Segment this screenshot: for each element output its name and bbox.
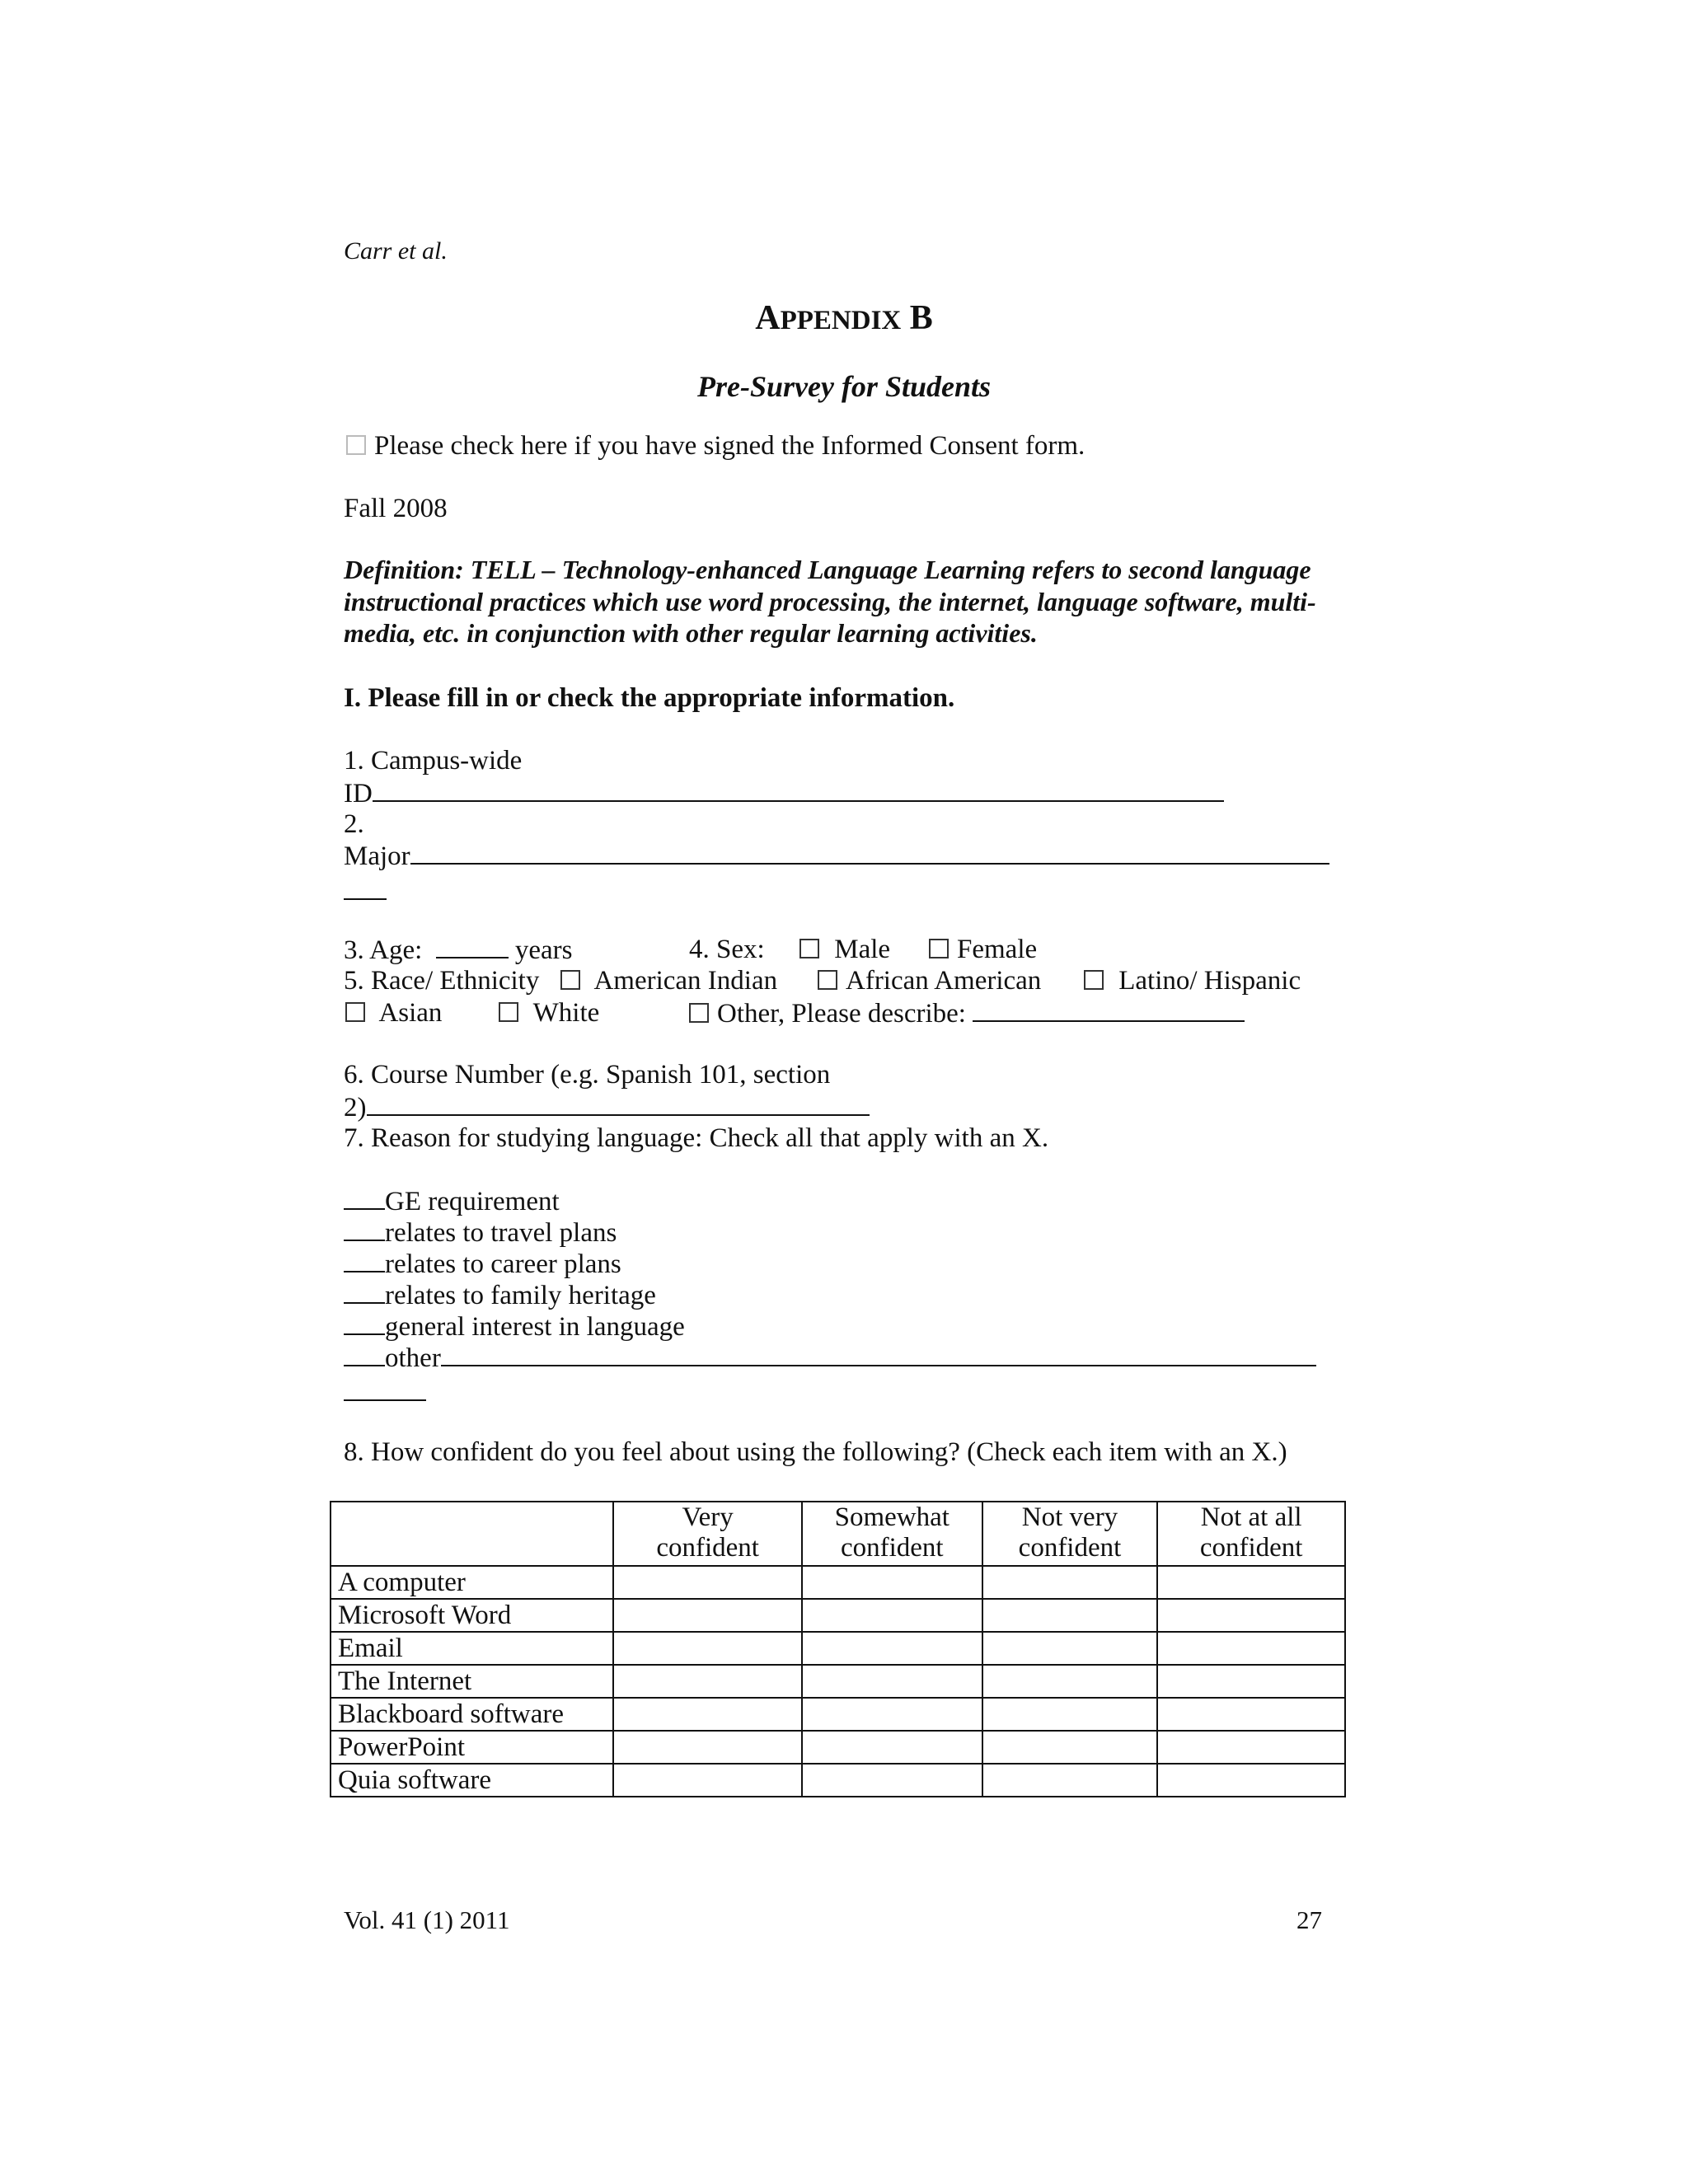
rating-cell[interactable]: [1157, 1698, 1345, 1731]
rating-cell[interactable]: [613, 1698, 802, 1731]
reason-item-other: [344, 1342, 1316, 1375]
table-row: [331, 1665, 1345, 1698]
definition-paragraph: Definition: TELL – Technology-enhanced Language Learning refers to second language instructional practices which use word processing, the internet, language software, multi-media, etc. in conjunction with other regular learning activities.: [344, 555, 1316, 648]
rating-cell[interactable]: [613, 1731, 802, 1764]
footer-volume: Vol. 41 (1) 2011: [344, 1905, 510, 1934]
rating-cell[interactable]: [613, 1566, 802, 1599]
reason-blank[interactable]: [344, 1310, 385, 1335]
section-heading: I. Please fill in or check the appropriate information.: [344, 683, 955, 713]
rating-cell[interactable]: [802, 1764, 982, 1797]
page-number: 27: [1296, 1905, 1322, 1934]
q2-major-row: [344, 840, 1329, 873]
rating-cell[interactable]: [802, 1632, 982, 1665]
table-row: [331, 1599, 1345, 1632]
race-option-white[interactable]: [499, 997, 599, 1029]
term-label: Fall 2008: [344, 494, 448, 523]
male-checkbox[interactable]: [799, 939, 819, 958]
consent-label: Please check here if you have signed the Informed Consent form.: [374, 431, 1085, 461]
table-row: [331, 1698, 1345, 1731]
race-option-asian[interactable]: [345, 997, 442, 1029]
rating-cell[interactable]: [802, 1566, 982, 1599]
reason-item: [344, 1216, 617, 1249]
other-reason-field[interactable]: [441, 1342, 1316, 1366]
rating-cell[interactable]: [1157, 1764, 1345, 1797]
rating-cell[interactable]: [613, 1665, 802, 1698]
rating-cell[interactable]: [802, 1665, 982, 1698]
row-label: Blackboard software: [331, 1698, 613, 1731]
rating-cell[interactable]: [802, 1731, 982, 1764]
rating-cell[interactable]: [982, 1731, 1158, 1764]
title-rest: PPENDIX: [780, 306, 902, 335]
reason-blank[interactable]: [344, 1185, 385, 1210]
table-row: [331, 1632, 1345, 1665]
asian-label: Asian: [378, 998, 443, 1028]
rating-cell[interactable]: [802, 1599, 982, 1632]
major-field-continuation[interactable]: [344, 898, 387, 900]
table-row: [331, 1764, 1345, 1797]
rating-cell[interactable]: [982, 1665, 1158, 1698]
reason-blank[interactable]: [344, 1216, 385, 1241]
q6-row: [344, 1091, 870, 1124]
asian-checkbox[interactable]: [345, 1002, 365, 1022]
rating-cell[interactable]: [982, 1632, 1158, 1665]
column-header-somewhat-confident: Somewhat confident: [802, 1502, 982, 1566]
reason-blank[interactable]: [344, 1279, 385, 1304]
major-field[interactable]: [410, 840, 1329, 865]
q2-number: 2.: [344, 809, 364, 839]
row-label: Quia software: [331, 1764, 613, 1797]
rating-cell[interactable]: [613, 1599, 802, 1632]
appendix-title: [0, 298, 1688, 338]
table-row: [331, 1731, 1345, 1764]
running-head: Carr et al.: [344, 237, 448, 265]
reason-item: [344, 1310, 685, 1343]
reason-label: GE requirement: [385, 1187, 560, 1216]
q8-question: 8. How confident do you feel about using the following? (Check each item with an X.): [344, 1437, 1287, 1467]
other-race-label: Other, Please describe:: [717, 999, 966, 1029]
q5-label: 5. Race/ Ethnicity: [344, 966, 540, 996]
reason-label: relates to career plans: [385, 1249, 621, 1279]
rating-cell[interactable]: [982, 1566, 1158, 1599]
rating-cell[interactable]: [1157, 1566, 1345, 1599]
row-label: The Internet: [331, 1665, 613, 1698]
male-label: Male: [834, 935, 891, 964]
white-label: White: [532, 998, 600, 1028]
q1-id-row: [344, 777, 1224, 810]
survey-subtitle: Pre-Survey for Students: [696, 370, 991, 403]
white-checkbox[interactable]: [499, 1002, 518, 1022]
confidence-table: [330, 1501, 1346, 1797]
q4-label: 4. Sex:: [689, 935, 765, 964]
column-header-very-confident: Very confident: [613, 1502, 802, 1566]
rating-cell[interactable]: [982, 1698, 1158, 1731]
course-number-field[interactable]: [367, 1091, 870, 1116]
american-indian-checkbox[interactable]: [560, 970, 580, 990]
latino-label: Latino/ Hispanic: [1118, 966, 1301, 996]
sex-option-female[interactable]: [929, 934, 1037, 966]
reason-blank[interactable]: [344, 1342, 385, 1366]
row-label: A computer: [331, 1566, 613, 1599]
table-row: [331, 1566, 1345, 1599]
table-corner-cell: [331, 1502, 613, 1566]
column-header-not-very-confident: Not very confident: [982, 1502, 1158, 1566]
rating-cell[interactable]: [1157, 1731, 1345, 1764]
rating-cell[interactable]: [1157, 1665, 1345, 1698]
race-option-american-indian[interactable]: [560, 965, 777, 997]
rating-cell[interactable]: [982, 1599, 1158, 1632]
rating-cell[interactable]: [613, 1764, 802, 1797]
rating-cell[interactable]: [1157, 1632, 1345, 1665]
q3-label: 3. Age:: [344, 935, 423, 965]
sex-option-male[interactable]: [799, 934, 890, 966]
reason-item: [344, 1248, 621, 1281]
other-race-checkbox[interactable]: [689, 1003, 709, 1023]
row-label: Email: [331, 1632, 613, 1665]
rating-cell[interactable]: [982, 1764, 1158, 1797]
age-field[interactable]: [436, 934, 509, 958]
consent-checkbox[interactable]: [346, 435, 366, 455]
other-reason-continuation[interactable]: [344, 1399, 426, 1401]
reason-label: general interest in language: [385, 1312, 685, 1342]
african-american-label: African American: [846, 966, 1042, 996]
q1-id-label: ID: [344, 779, 373, 808]
q3-unit: years: [514, 935, 573, 965]
rating-cell[interactable]: [1157, 1599, 1345, 1632]
q6-section-label: 2): [344, 1093, 367, 1122]
q1-label: 1. Campus-wide: [344, 746, 523, 776]
q2-major-label: Major: [344, 841, 410, 871]
african-american-checkbox[interactable]: [818, 970, 837, 990]
rating-cell[interactable]: [613, 1632, 802, 1665]
campus-id-field[interactable]: [373, 777, 1224, 802]
row-label: Microsoft Word: [331, 1599, 613, 1632]
race-option-other[interactable]: [689, 997, 1245, 1030]
q7-question: 7. Reason for studying language: Check all that apply with an X.: [344, 1123, 1049, 1153]
title-letter: B: [909, 299, 933, 337]
q6-label: 6. Course Number (e.g. Spanish 101, section: [344, 1060, 831, 1090]
other-race-field[interactable]: [973, 997, 1245, 1022]
q3-row: [344, 934, 572, 967]
latino-checkbox[interactable]: [1084, 970, 1104, 990]
reason-label: other: [385, 1343, 441, 1373]
race-option-african-american[interactable]: [818, 965, 1041, 997]
female-checkbox[interactable]: [929, 939, 949, 958]
table-header-row: [331, 1502, 1345, 1566]
reason-item: [344, 1279, 656, 1312]
race-option-latino[interactable]: [1084, 965, 1301, 997]
column-header-not-at-all-confident: Not at all confident: [1157, 1502, 1345, 1566]
rating-cell[interactable]: [802, 1698, 982, 1731]
row-label: PowerPoint: [331, 1731, 613, 1764]
title-initial: A: [755, 299, 781, 337]
reason-label: relates to travel plans: [385, 1218, 617, 1248]
reason-label: relates to family heritage: [385, 1281, 656, 1310]
female-label: Female: [957, 935, 1038, 964]
reason-item: [344, 1185, 560, 1218]
reason-blank[interactable]: [344, 1248, 385, 1272]
american-indian-label: American Indian: [593, 966, 778, 996]
consent-row: [346, 430, 1085, 462]
